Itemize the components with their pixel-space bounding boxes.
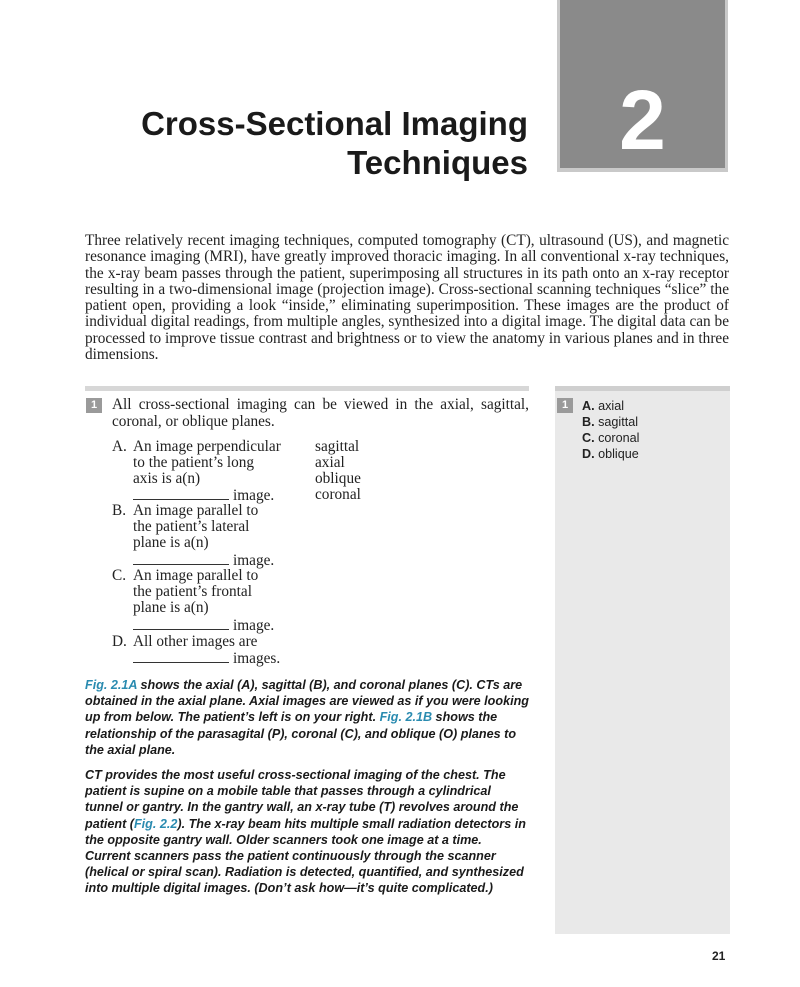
answer-item-a [582, 398, 624, 414]
option-d-line1: All other images are [133, 633, 258, 650]
chapter-number-box-inner [560, 0, 725, 168]
paragraph2-text2: ). The x-ray beam hits multiple small radiation detectors in the opposite gantry wall. Older scanners took one image at a time. Current scanners pass the patient continuously through the scanner (helical or spiral scan). Radiation is detected, quantified, and synthesized into multiple digital images. (Don’t ask how—it’s quite complicated.) [85, 816, 526, 896]
option-c-line1: An image parallel to [133, 567, 259, 584]
question-section-rule [85, 386, 529, 391]
option-d-blank-line [133, 650, 280, 667]
option-b-line3: plane is a(n) [133, 534, 209, 551]
answer-blank [133, 650, 229, 663]
chapter-title [88, 104, 528, 182]
option-d-letter: D. [112, 633, 127, 650]
answer-item-b [582, 414, 638, 430]
chapter-title-line1: Cross-Sectional Imaging [141, 105, 528, 142]
chapter-title-line2: Techniques [347, 144, 528, 181]
answer-number-badge: 1 [557, 398, 573, 413]
option-c-blank-line [133, 617, 274, 634]
option-c-line2: the patient’s frontal [133, 583, 252, 600]
option-a-letter: A. [112, 438, 127, 455]
option-b-line1: An image parallel to [133, 502, 259, 519]
choice-2: axial [315, 454, 345, 471]
question-number-badge: 1 [86, 398, 102, 413]
answer-blank [133, 617, 229, 630]
option-b-line2: the patient’s lateral [133, 518, 250, 535]
answer-letter: B. [582, 415, 595, 429]
answer-text: axial [598, 399, 624, 413]
option-b-end: image. [233, 552, 275, 569]
answer-column-rule [555, 386, 730, 391]
answer-letter: C. [582, 431, 595, 445]
figure-link-2-1b[interactable]: Fig. 2.1B [379, 710, 433, 725]
answer-item-d [582, 446, 639, 462]
intro-paragraph: Three relatively recent imaging techniques, computed tomography (CT), ultrasound (US), and magnetic resonance imaging (MRI), have greatly improved thoracic imaging. In all conventional x-ray techniques, the x-ray beam passes through the patient, superimposing all structures in its path onto an x-ray receptor resulting in a two-dimensional image (projection image). Cross-sectional scanning techniques “slice” the patient open, providing a look “inside,” eliminating superimposition. These images are the product of individual digital readings, from multiple angles, synthesized into a digital image. The digital data can be processed to improve tissue contrast and brightness or to view the anatomy in various planes and in three dimensions. [85, 232, 729, 364]
option-a-end: image. [233, 487, 275, 504]
figure-link-2-2[interactable]: Fig. 2.2 [133, 816, 178, 831]
answer-letter: A. [582, 399, 595, 413]
choice-1: sagittal [315, 438, 360, 455]
paragraph1-text1: shows the axial (A), sagittal (B), and coronal planes (C). CTs are obtained in the axial plane. Axial images are viewed as if you were looking up from below. The patient’s left is on your right. [85, 678, 529, 725]
paragraph2-text1: CT provides the most useful cross-sectional imaging of the chest. The patient is supine on a mobile table that passes through a cylindrical tunnel or gantry. In the gantry wall, an x-ray tube (T) revolves around the patient ( [85, 768, 519, 831]
option-d-end: images. [233, 650, 281, 667]
choice-4: coronal [315, 486, 361, 503]
chapter-number: 2 [619, 73, 666, 167]
chapter-number-box [557, 0, 728, 172]
paragraph1-text2: shows the relationship of the parasagital (P), coronal (C), and oblique (O) planes to the axial plane. [85, 710, 517, 757]
option-c-letter: C. [112, 567, 127, 584]
answer-item-c [582, 430, 639, 446]
page-number: 21 [712, 949, 726, 963]
option-c-end: image. [233, 617, 275, 634]
option-b-letter: B. [112, 502, 127, 519]
answer-text: oblique [598, 447, 639, 461]
answer-letter: D. [582, 447, 595, 461]
option-a-line2: to the patient’s long [133, 454, 255, 471]
option-a-line1: An image perpendicular [133, 438, 281, 455]
question-stem: All cross-sectional imaging can be viewed in the axial, sagittal, coronal, or oblique planes. [112, 396, 529, 430]
answer-blank [133, 487, 229, 500]
choice-3: oblique [315, 470, 361, 487]
option-a-line3: axis is a(n) [133, 470, 201, 487]
answer-column [555, 386, 730, 934]
option-c-line3: plane is a(n) [133, 599, 209, 616]
answer-text: coronal [598, 431, 640, 445]
ct-explanation-paragraph [85, 767, 530, 897]
answer-blank [133, 552, 229, 565]
figure-link-2-1a[interactable]: Fig. 2.1A [85, 678, 138, 692]
figure-explanation-paragraph [85, 677, 530, 758]
answer-text: sagittal [598, 415, 638, 429]
